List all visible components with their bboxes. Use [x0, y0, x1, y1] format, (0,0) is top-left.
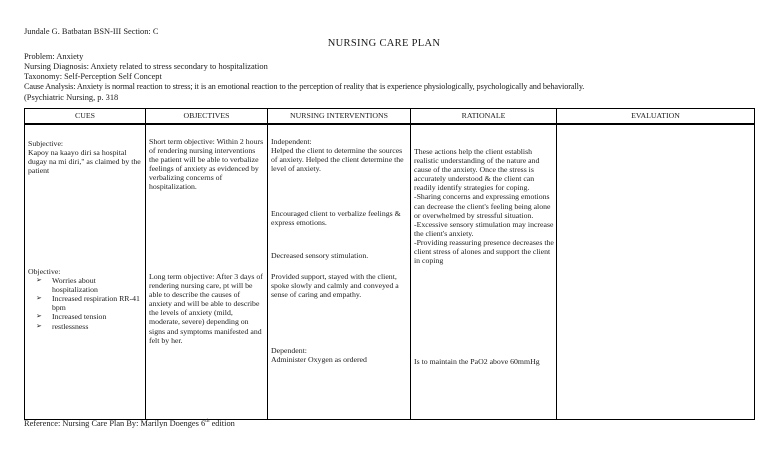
column-header-cues: CUES — [25, 109, 146, 125]
intervention-item: Decreased sensory stimulation. — [271, 251, 369, 260]
arrow-bullet-icon: ➢ — [36, 321, 42, 330]
long-term-objective: Long term objective: After 3 days of rendering nursing care, pt will be able to describe the causes of anxiety and will be able to describe the levels of anxiety (mild, moderate, severe) depending on signs and symptoms manifested and felt by her. — [149, 272, 263, 345]
evaluation-cell — [557, 124, 755, 420]
table-row — [25, 124, 755, 420]
source-line: (Psychiatric Nursing, p. 318 — [24, 93, 119, 102]
rationale-item: -Sharing concerns and expressing emotions can decrease the client's feeling being alone or overwhelmed by stressful situation. — [414, 192, 551, 220]
reference-line: Reference: Nursing Care Plan By: Marilyn Doenges 6th edition — [24, 418, 235, 428]
rationale-item: -Excessive sensory stimulation may increase the client's anxiety. — [414, 219, 554, 238]
table-header-row — [25, 109, 755, 125]
objective-cues — [28, 267, 143, 331]
care-plan-table — [24, 108, 755, 420]
cause-analysis-line: Cause Analysis: Anxiety is normal reaction to stress; it is an emotional reaction to the perception of reality that is experience physiologically, psychologically and behaviorally. — [24, 82, 585, 91]
rationale-cell — [411, 124, 557, 420]
intervention-item: Encouraged client to verbalize feelings & express emotions. — [271, 209, 401, 228]
short-term-objective: Short term objective: Within 2 hours of rendering nursing interventions the patient will be able to verbalize feelings of anxiety as evidenced by verbalizing concerns of hospitalization. — [149, 137, 264, 192]
dependent-label: Dependent: — [271, 346, 307, 355]
arrow-bullet-icon: ➢ — [36, 276, 42, 285]
independent-label: Independent: — [271, 137, 312, 146]
page-title: NURSING CARE PLAN — [327, 38, 441, 49]
objectives-cell — [146, 124, 268, 420]
independent-interventions — [271, 137, 408, 173]
objective-list — [28, 276, 143, 331]
problem-line: Problem: Anxiety — [24, 52, 84, 61]
column-header-rationale: RATIONALE — [411, 109, 557, 125]
objective-label: Objective: — [28, 267, 61, 276]
list-item: ➢ Worries about hospitalization — [36, 276, 98, 295]
subjective-cues — [28, 139, 143, 175]
list-item: ➢ restlessness — [36, 321, 89, 331]
list-item: ➢ Increased tension — [36, 312, 107, 322]
list-item: ➢ Increased respiration RR-41 bpm — [36, 294, 140, 313]
intervention-item: Administer Oxygen as ordered — [271, 355, 367, 365]
column-header-interventions: NURSING INTERVENTIONS — [268, 109, 411, 125]
subjective-text: Kapoy na kaayo diri sa hospital dugay na mi diri," as claimed by the patient — [28, 148, 141, 176]
nursing-diagnosis-line: Nursing Diagnosis: Anxiety related to stress secondary to hospitalization — [24, 62, 268, 71]
intervention-item: Helped the client to determine the sources of anxiety. Helped the client determine the level of anxiety. — [271, 146, 404, 174]
dependent-interventions — [271, 346, 408, 364]
student-info: Jundale G. Batbatan BSN-III Section: C — [24, 27, 159, 36]
column-header-evaluation: EVALUATION — [557, 109, 755, 125]
cues-cell — [25, 124, 146, 420]
rationale-dependent: Is to maintain the PaO2 above 60mmHg — [414, 357, 540, 366]
rationale-text — [414, 147, 554, 265]
rationale-main: These actions help the client establish realistic understanding of the nature and cause of the anxiety. Once the stress is accurately understood & the client can readily identify strategies for coping. — [414, 147, 540, 193]
arrow-bullet-icon: ➢ — [36, 312, 42, 321]
rationale-item: -Providing reassuring presence decreases the client stress of alones and support the client in coping — [414, 237, 554, 266]
intervention-item: Provided support, stayed with the client, spoke slowly and calmly and conveyed a sense of caring and empathy. — [271, 272, 399, 300]
column-header-objectives: OBJECTIVES — [146, 109, 268, 125]
taxonomy-line: Taxonomy: Self-Perception Self Concept — [24, 72, 162, 81]
interventions-cell — [268, 124, 411, 420]
arrow-bullet-icon: ➢ — [36, 294, 42, 303]
subjective-label: Subjective: — [28, 139, 64, 148]
